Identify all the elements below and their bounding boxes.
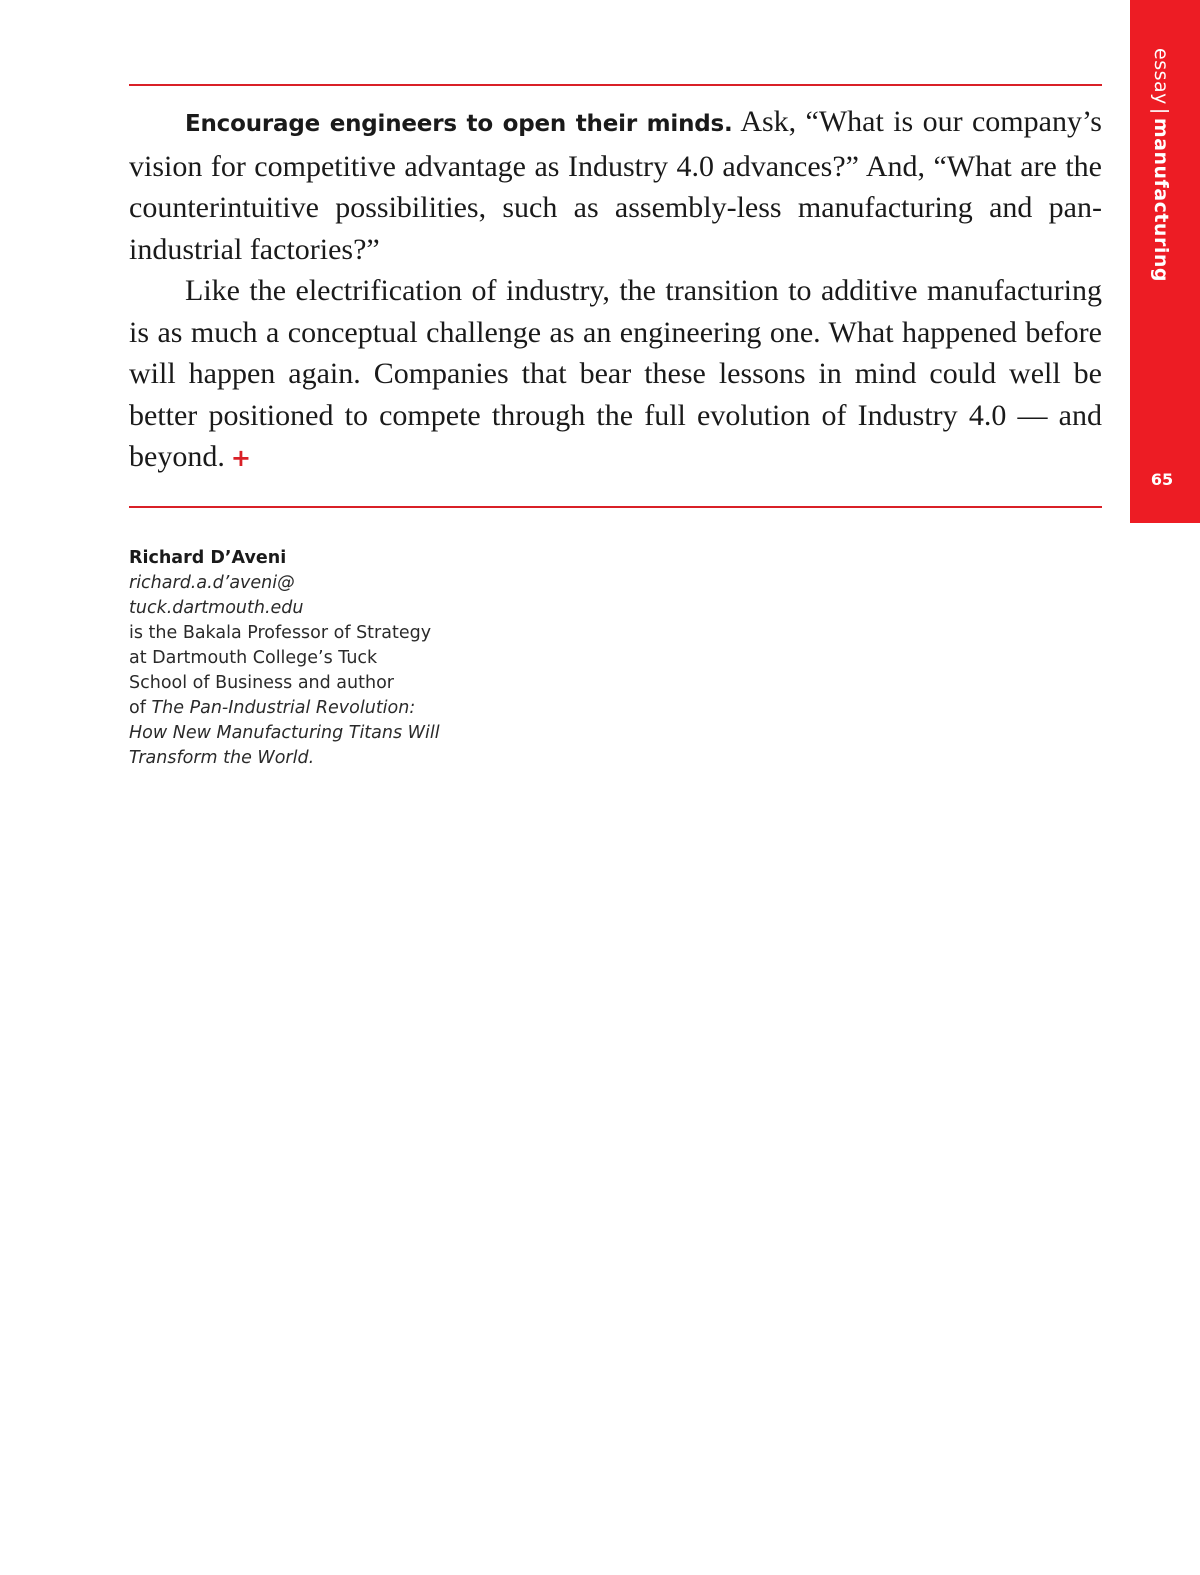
section-label: [1150, 48, 1172, 282]
paragraph-lead-in: Encourage engineers to open their minds.: [185, 111, 733, 137]
book-title-line: How New Manufacturing Titans Will: [129, 723, 440, 743]
bio-line: [129, 696, 449, 721]
end-mark-icon: +: [230, 444, 251, 472]
section-topic: manufacturing: [1150, 117, 1172, 282]
author-bio: [129, 546, 449, 771]
bio-line: is the Bakala Professor of Strategy: [129, 623, 432, 643]
bottom-divider: [129, 506, 1102, 508]
article-body: [129, 101, 1102, 480]
paragraph-1: [129, 101, 1102, 270]
top-divider: [129, 84, 1102, 86]
section-separator: |: [1150, 107, 1172, 115]
bio-line: at Dartmouth College’s Tuck: [129, 648, 378, 668]
paragraph-1-text: Ask, “What is our company’s vision for competitive advantage as Industry 4.0 advances?” And, “What are the counterintuitive possibilities, such as assembly-less manufacturing and pan-industrial factories?”: [129, 105, 1102, 266]
bio-line: School of Business and author: [129, 673, 394, 693]
section-name: essay: [1150, 48, 1172, 105]
book-title-line: The Pan-Industrial Revolution:: [151, 698, 416, 718]
author-email-line-2[interactable]: tuck.dartmouth.edu: [129, 598, 304, 618]
page-number: 65: [1150, 470, 1174, 489]
bio-prefix: of: [129, 698, 146, 718]
paragraph-2: [129, 270, 1102, 480]
book-title-line: Transform the World.: [129, 748, 315, 768]
paragraph-2-text: Like the electrification of industry, the transition to additive manufacturing is as much a conceptual challenge as an engineering one. What happened before will happen again. Companies that bear these lessons in mind could well be better positioned to compete through the full evolution of Industry 4.0 — and beyond.: [129, 274, 1102, 473]
author-name: Richard D’Aveni: [129, 548, 287, 568]
author-email-line-1[interactable]: richard.a.d’aveni@: [129, 573, 295, 593]
